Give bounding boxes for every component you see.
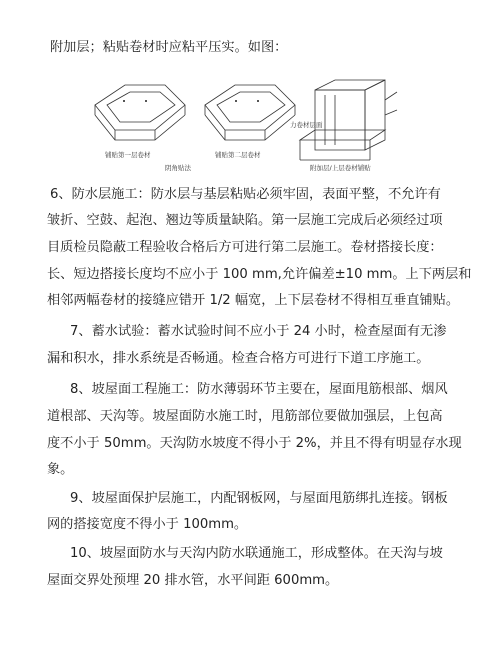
intro-line: 附加层；粘贴卷材时应粘平压实。如图： [50, 40, 288, 55]
p8-line-3: 度不小于 50mm。天沟防水坡度不得小于 2%，并且不得有明显存水现 [47, 436, 462, 451]
caption-right: 附加层/上层卷材铺贴 [310, 164, 371, 172]
p8-line-1: 8、坡屋面工程施工：防水薄弱环节主要在，屋面甩筋根部、烟风 [70, 382, 448, 397]
caption-mid: 铺贴第二层卷材 [215, 151, 261, 159]
p7-line-2: 漏和积水，排水系统是否畅通。检查合格方可进行下道工序施工。 [47, 351, 430, 366]
p10-line-1: 10、坡屋面防水与天沟内防水联通施工，形成整体。在天沟与坡 [70, 546, 443, 561]
p6-line-1: 6、防水层施工：防水层与基层粘贴必须牢固，表面平整，不允许有 [50, 187, 441, 202]
subcaption-left: 阴角贴法 [165, 164, 191, 172]
p6-line-4: 长、短边搭接长度均不应小于 100 mm,允许偏差±10 mm。上下两层和 [47, 267, 472, 282]
p8-line-2: 道根部、天沟等。坡屋面防水施工时，甩筋部位要做加强层，上包高 [47, 409, 443, 424]
construction-diagram [85, 70, 405, 175]
p7-line-1: 7、蓄水试验：蓄水试验时间不应小于 24 小时，检查屋面有无渗 [70, 324, 447, 339]
p6-line-5: 相邻两幅卷材的接缝应错开 1/2 幅宽，上下层卷材不得相互垂直铺贴。 [47, 293, 460, 308]
p9-line-2: 网的搭接宽度不得小于 100mm。 [47, 517, 248, 532]
subcaption-mid: 力卷材层面 [290, 121, 323, 129]
waterproofing-figure [85, 70, 405, 175]
p6-line-2: 皱折、空鼓、起泡、翘边等质量缺陷。第一层施工完成后必须经过项 [47, 213, 443, 228]
p9-line-1: 9、坡屋面保护层施工，内配钢板网，与屋面甩筋绑扎连接。钢板 [70, 491, 448, 506]
caption-left: 铺贴第一层卷材 [105, 151, 151, 159]
p6-line-3: 目质检员隐蔽工程验收合格后方可进行第二层施工。卷材搭接长度： [47, 240, 443, 255]
p10-line-2: 屋面交界处预埋 20 排水管，水平间距 600mm。 [47, 573, 339, 588]
p8-line-4: 象。 [47, 462, 74, 477]
